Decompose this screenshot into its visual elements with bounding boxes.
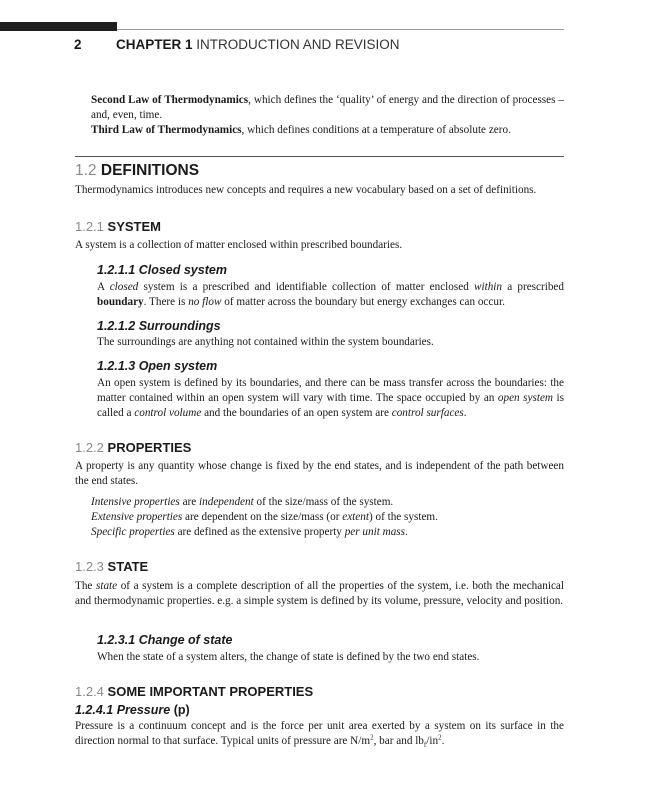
- header-rule: [117, 29, 564, 30]
- extensive-line: Extensive properties are dependent on the size/mass (or extent) of the system.: [91, 511, 438, 523]
- second-law-text: , which defines the ‘quality’ of energy and the direction of processes – and, even, time.: [91, 94, 564, 122]
- third-law-paragraph: [91, 123, 564, 138]
- pressure-heading: 1.2.4.1 Pressure (p): [75, 703, 190, 717]
- control-surfaces-term: control surfaces: [391, 407, 464, 420]
- open-system-body: An open system is defined by its boundaries, and there can be mass transfer across the boundaries: the matter contained within an open system will vary with time. The space occupied by an open system is called a control volume and the boundaries of an open system are control surfaces.: [97, 377, 565, 420]
- boundary-term: boundary: [97, 296, 144, 309]
- chapter-label: CHAPTER 1: [116, 37, 193, 52]
- specific-term: Specific properties: [91, 526, 175, 538]
- subsection-title: PROPERTIES: [107, 440, 192, 455]
- open-system-term: open system: [497, 392, 554, 405]
- intensive-term: Intensive properties: [91, 496, 180, 508]
- section-1-2-3-heading: [75, 559, 148, 574]
- subsection-number: 1.2.4: [75, 684, 104, 699]
- open-system-heading: 1.2.1.3 Open system: [97, 359, 218, 373]
- properties-body: A property is any quantity whose change is fixed by the end states, and is independent of the path between the end states.: [75, 460, 564, 488]
- surroundings-heading: 1.2.1.2 Surroundings: [97, 319, 221, 333]
- no-flow-term: no flow: [188, 296, 222, 309]
- section-1-2-4-heading: [75, 684, 313, 699]
- page-number: 2: [74, 37, 82, 52]
- state-term: state: [95, 580, 118, 592]
- pressure-symbol: (p): [173, 703, 190, 717]
- subsection-number: 1.2.3: [75, 559, 104, 574]
- section-1-2-2-heading: [75, 440, 191, 455]
- system-body: A system is a collection of matter enclosed within prescribed boundaries.: [75, 239, 403, 251]
- change-of-state-heading: 1.2.3.1 Change of state: [97, 633, 233, 647]
- subsection-title: SYSTEM: [107, 219, 162, 234]
- section-1-2-1-heading: [75, 219, 161, 234]
- section-divider: [75, 156, 564, 157]
- closed-system-body: A closed system is a prescribed and identifiable collection of matter enclosed within a prescribed boundary. There is no flow of matter across the boundary but energy exchanges can occur.: [97, 281, 564, 309]
- specific-line: Specific properties are defined as the extensive property per unit mass.: [91, 526, 408, 538]
- pressure-body: Pressure is a continuum concept and is the force per unit area exerted by a system on its surface in the direction normal to that surface. Typical units of pressure are $N/m^2$, bar and $lb_f/in^2$.: [75, 720, 564, 750]
- closed-term: closed: [109, 281, 139, 293]
- closed-system-heading: 1.2.1.1 Closed system: [97, 263, 227, 277]
- running-header: [74, 37, 400, 52]
- subsection-title: STATE: [107, 559, 149, 574]
- header-bar: [0, 22, 117, 31]
- within-term: within: [474, 281, 502, 293]
- subsection-title: SOME IMPORTANT PROPERTIES: [107, 684, 314, 699]
- section-title: DEFINITIONS: [100, 162, 200, 179]
- change-of-state-body: When the state of a system alters, the change of state is defined by the two end states.: [97, 651, 480, 663]
- section-number: 1.2: [75, 162, 97, 179]
- subsection-number: 1.2.1: [75, 219, 104, 234]
- control-volume-term: control volume: [134, 407, 202, 420]
- definitions-body: Thermodynamics introduces new concepts and requires a new vocabulary based on a set of definitions.: [75, 184, 537, 196]
- second-law-paragraph: [91, 93, 564, 123]
- surroundings-body: The surroundings are anything not contained within the system boundaries.: [97, 336, 434, 348]
- third-law-term: Third Law of Thermodynamics: [91, 124, 242, 136]
- subsection-number: 1.2.2: [75, 440, 104, 455]
- extensive-term: Extensive properties: [91, 511, 183, 523]
- intensive-line: Intensive properties are independent of the size/mass of the system.: [91, 496, 394, 508]
- section-1-2-heading: [75, 162, 199, 180]
- chapter-title: INTRODUCTION AND REVISION: [196, 37, 400, 52]
- second-law-term: Second Law of Thermodynamics: [91, 94, 249, 106]
- state-body: The state of a system is a complete description of all the properties of the system, i.e. both the mechanical and thermodynamic properties. e.g. a simple system is defined by its volume, pressure, velocity and position.: [75, 580, 564, 608]
- third-law-text: , which defines conditions at a temperature of absolute zero.: [241, 124, 511, 136]
